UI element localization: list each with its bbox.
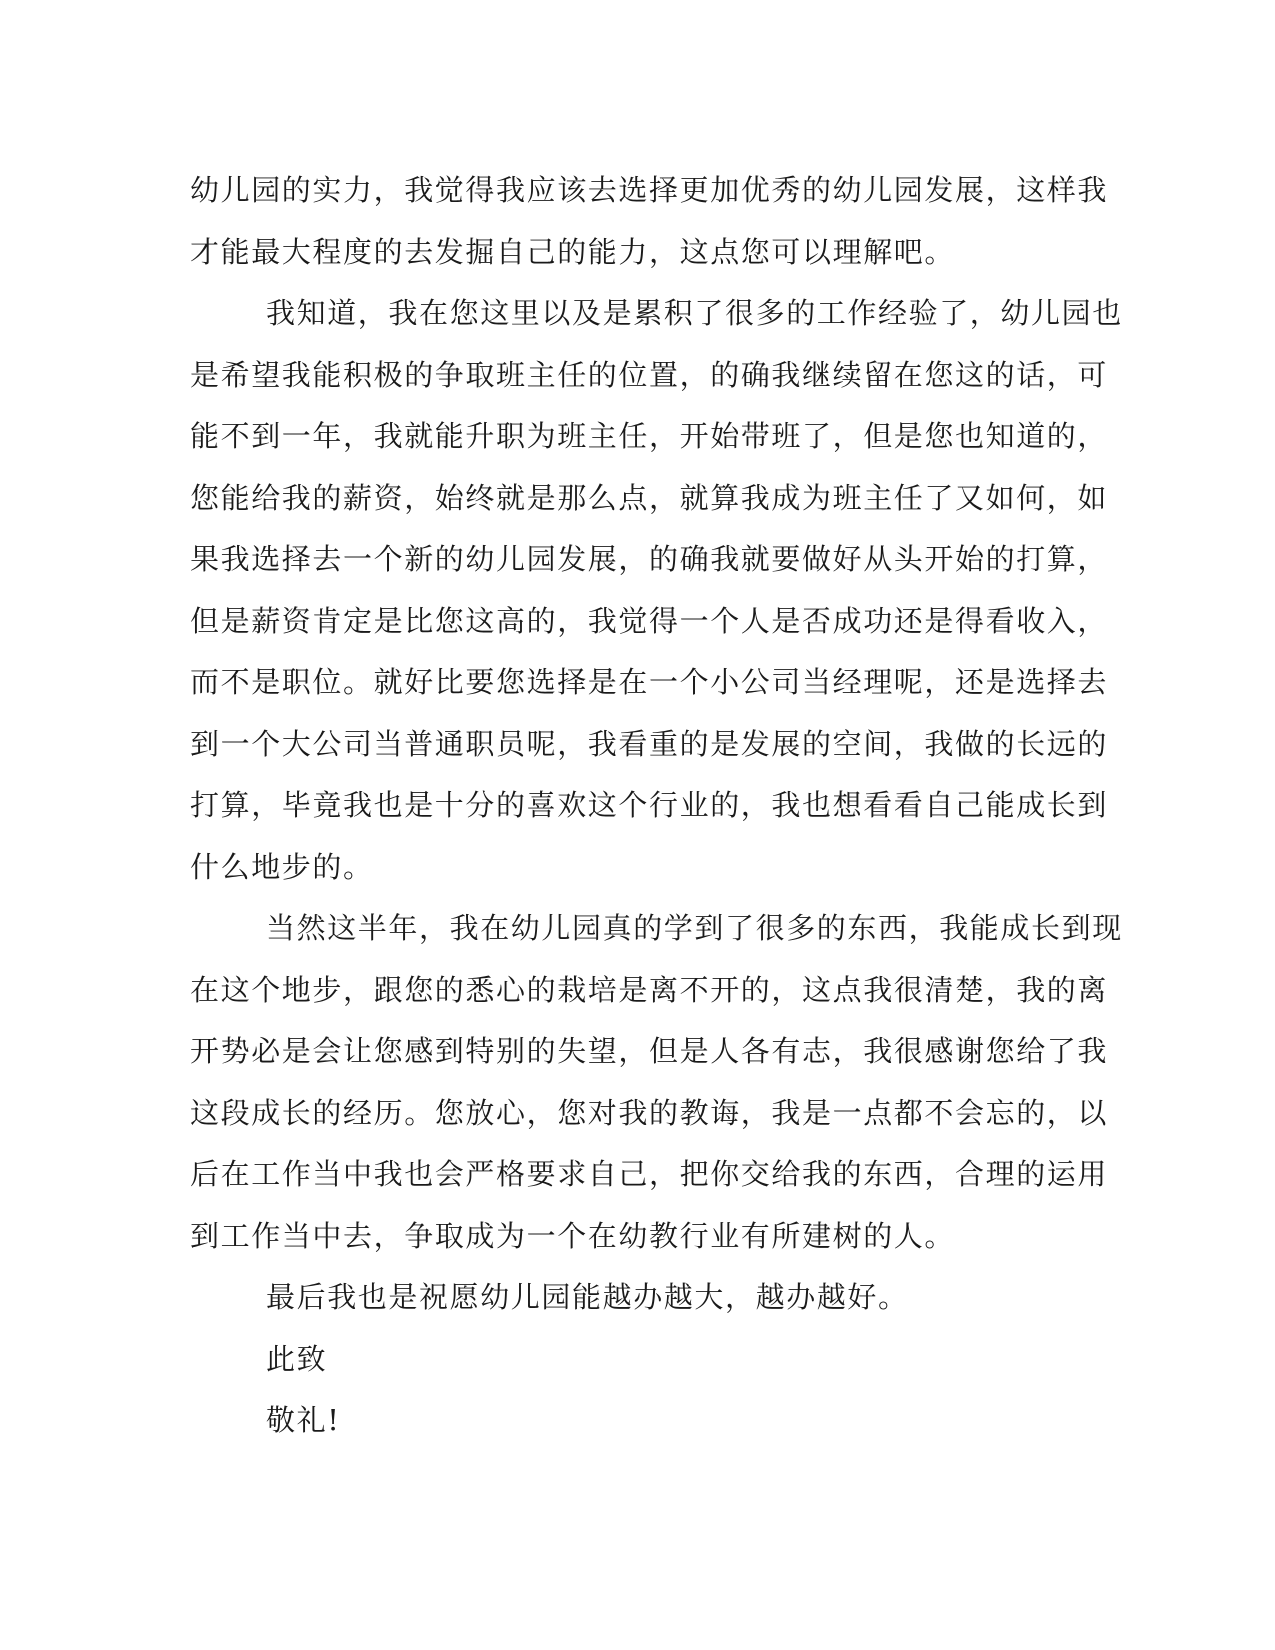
text-line: 才能最大程度的去发掘自己的能力，这点您可以理解吧。 bbox=[190, 234, 956, 269]
text-line: 什么地步的。 bbox=[190, 849, 374, 884]
text-line: 幼儿园的实力，我觉得我应该去选择更加优秀的幼儿园发展，这样我 bbox=[190, 173, 1109, 207]
letter-body bbox=[190, 160, 1123, 1452]
text-line: 到一个大公司当普通职员呢，我看重的是发展的空间，我做的长远的 bbox=[190, 726, 1109, 761]
paragraph-start-line: 我知道，我在您这里以及是累积了很多的工作经验了，幼儿园也 bbox=[266, 296, 1123, 330]
text-line: 您能给我的薪资，始终就是那么点，就算我成为班主任了又如何，如 bbox=[190, 480, 1109, 515]
text-line: 是希望我能积极的争取班主任的位置，的确我继续留在您这的话，可 bbox=[190, 357, 1109, 392]
closing-wish-line: 最后我也是祝愿幼儿园能越办越大，越办越好。 bbox=[266, 1280, 909, 1314]
text-line: 而不是职位。就好比要您选择是在一个小公司当经理呢，还是选择去 bbox=[190, 665, 1109, 699]
text-line: 到工作当中去，争取成为一个在幼教行业有所建树的人。 bbox=[190, 1218, 956, 1253]
text-line: 能不到一年，我就能升职为班主任，开始带班了，但是您也知道的， bbox=[190, 419, 1109, 453]
text-line: 开势必是会让您感到特别的失望，但是人各有志，我很感谢您给了我 bbox=[190, 1034, 1109, 1068]
text-line: 打算，毕竟我也是十分的喜欢这个行业的，我也想看看自己能成长到 bbox=[190, 788, 1109, 822]
text-line: 在这个地步，跟您的悉心的栽培是离不开的，这点我很清楚，我的离 bbox=[190, 972, 1109, 1007]
text-line: 后在工作当中我也会严格要求自己，把你交给我的东西，合理的运用 bbox=[190, 1157, 1109, 1191]
paragraph-start-line: 当然这半年，我在幼儿园真的学到了很多的东西，我能成长到现 bbox=[266, 911, 1123, 945]
salutation-regards-line: 敬礼! bbox=[266, 1403, 341, 1437]
text-line: 这段成长的经历。您放心，您对我的教诲，我是一点都不会忘的，以 bbox=[190, 1095, 1109, 1130]
text-line: 但是薪资肯定是比您这高的，我觉得一个人是否成功还是得看收入， bbox=[190, 603, 1109, 638]
text-line: 果我选择去一个新的幼儿园发展，的确我就要做好从头开始的打算， bbox=[190, 542, 1109, 576]
salutation-line: 此致 bbox=[266, 1341, 328, 1376]
